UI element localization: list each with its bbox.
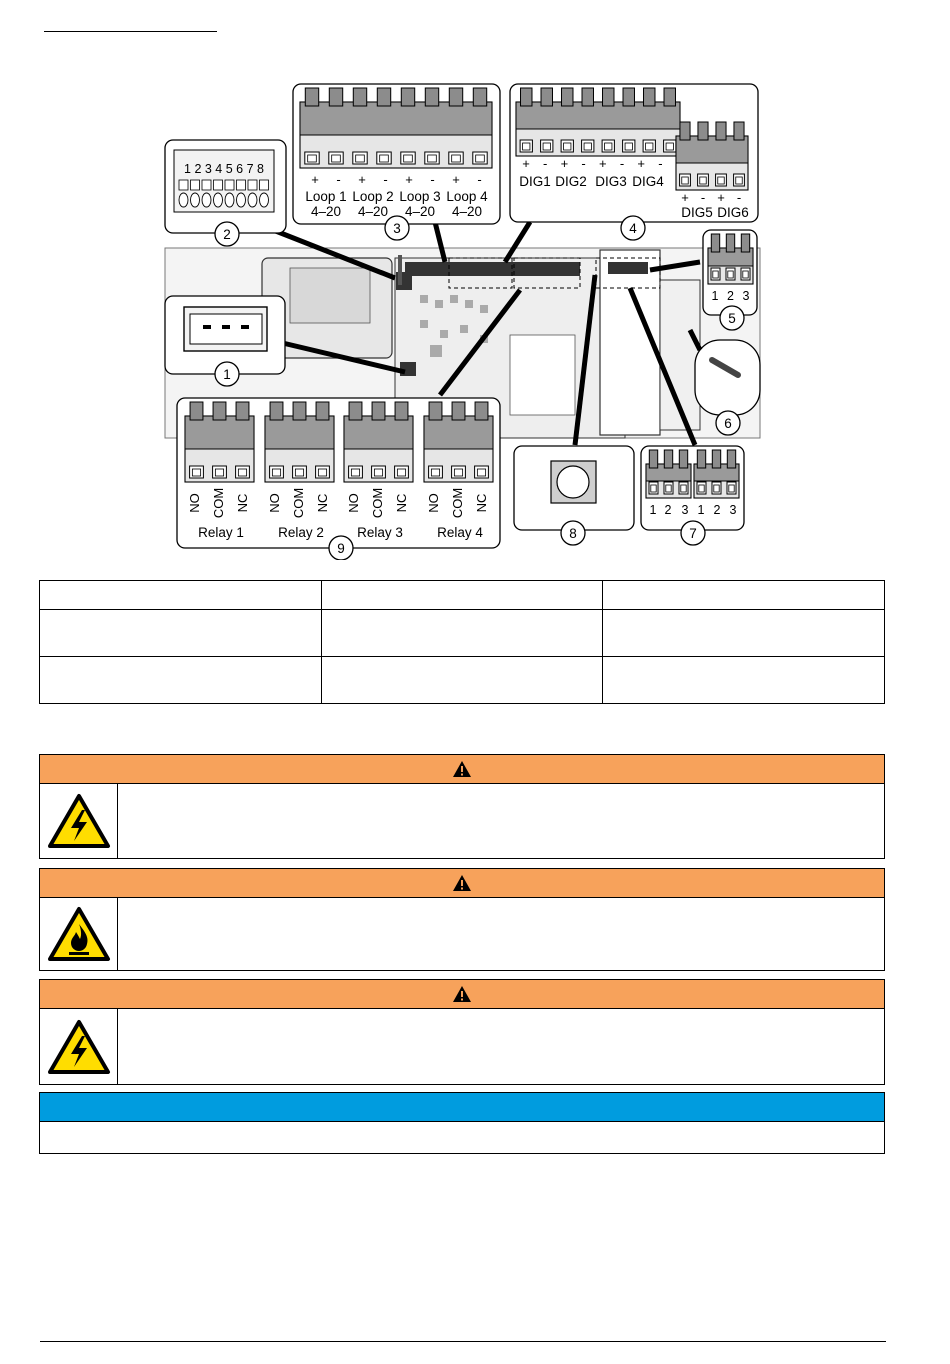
table-row bbox=[40, 610, 885, 657]
pin-label: 3 bbox=[729, 503, 737, 517]
relay-terminal-block bbox=[344, 402, 413, 482]
warning-text bbox=[118, 898, 884, 970]
warning-text bbox=[118, 784, 884, 858]
digital-name-label: DIG1 bbox=[519, 174, 551, 189]
table-row bbox=[40, 657, 885, 704]
connector-7-terminal-block-b bbox=[694, 450, 739, 498]
digital-name-label: DIG5 bbox=[681, 205, 713, 220]
notice-header bbox=[40, 1093, 884, 1122]
relay-name-label: Relay 4 bbox=[437, 525, 483, 540]
relay-contact-label: NC bbox=[235, 493, 250, 513]
digital-name-label: DIG2 bbox=[555, 174, 587, 189]
callout-number: 7 bbox=[689, 526, 697, 541]
polarity-label: + bbox=[717, 190, 725, 205]
relay-contact-label: NO bbox=[426, 493, 441, 513]
callout-6 bbox=[716, 411, 740, 435]
electrical-warning-box bbox=[39, 754, 885, 859]
polarity-label: + bbox=[311, 172, 319, 187]
callout-5 bbox=[720, 306, 744, 330]
relay-contact-label: NC bbox=[474, 493, 489, 513]
digital-name-label: DIG6 bbox=[717, 205, 749, 220]
dip-toggle bbox=[260, 180, 269, 190]
relay-contact-label: COM bbox=[370, 487, 385, 519]
pin-label: 2 bbox=[664, 503, 672, 517]
digital-name-label: DIG4 bbox=[632, 174, 664, 189]
polarity-label: - bbox=[658, 156, 663, 171]
polarity-label: + bbox=[522, 156, 530, 171]
warning-triangle-icon bbox=[452, 985, 472, 1003]
table-cell bbox=[321, 657, 603, 704]
button-detail bbox=[514, 446, 634, 530]
callout-1 bbox=[215, 362, 239, 386]
dip-toggle bbox=[214, 180, 223, 190]
polarity-label: - bbox=[736, 190, 742, 205]
relay-contact-label: COM bbox=[291, 487, 306, 519]
relay-contact-label: NO bbox=[187, 493, 202, 513]
fire-hazard-icon bbox=[40, 898, 118, 970]
callout-number: 3 bbox=[393, 221, 401, 236]
relay-terminal-block bbox=[185, 402, 254, 482]
callout-number: 5 bbox=[728, 311, 736, 326]
electrical-hazard-icon bbox=[40, 784, 118, 858]
relay-contact-label: COM bbox=[211, 487, 226, 519]
pin-label: 1 bbox=[697, 503, 705, 517]
polarity-label: - bbox=[430, 172, 435, 187]
callout-number: 9 bbox=[337, 541, 345, 556]
pin-label: 1 bbox=[649, 503, 657, 517]
callout-number: 6 bbox=[724, 416, 732, 431]
polarity-label: + bbox=[560, 156, 569, 171]
warning-triangle-icon bbox=[452, 874, 472, 892]
callout-7 bbox=[681, 521, 705, 545]
polarity-label: - bbox=[581, 156, 586, 171]
table-cell bbox=[603, 657, 885, 704]
table-cell bbox=[603, 610, 885, 657]
dip-toggle bbox=[191, 180, 200, 190]
relay-contact-label: NO bbox=[267, 493, 282, 513]
relay-terminal-block bbox=[424, 402, 493, 482]
dip-switch-numbers: 1 2 3 4 5 6 7 8 bbox=[184, 162, 264, 176]
electrical-warning-box bbox=[39, 979, 885, 1085]
pin-label: 1 bbox=[711, 289, 719, 303]
callout-number: 2 bbox=[223, 227, 231, 242]
relay-name-label: Relay 3 bbox=[357, 525, 403, 540]
digital-inputs-detail bbox=[510, 84, 758, 222]
callout-number: 1 bbox=[223, 367, 231, 382]
warning-header bbox=[40, 869, 884, 898]
polarity-label: + bbox=[681, 190, 689, 205]
table-cell bbox=[40, 657, 322, 704]
relay-contact-label: NC bbox=[394, 493, 409, 513]
warning-header bbox=[40, 980, 884, 1009]
dip-toggle bbox=[237, 180, 246, 190]
dip-toggle bbox=[202, 180, 211, 190]
relay-terminal-block bbox=[265, 402, 334, 482]
warning-triangle-icon bbox=[452, 760, 472, 778]
polarity-label: + bbox=[358, 172, 366, 187]
dip-toggle bbox=[248, 180, 257, 190]
dip-toggle bbox=[179, 180, 188, 190]
loop-range-label: 4–20 bbox=[310, 204, 342, 219]
relay-name-label: Relay 2 bbox=[278, 525, 324, 540]
polarity-label: - bbox=[477, 172, 482, 187]
fire-warning-box bbox=[39, 868, 885, 971]
polarity-label: - bbox=[383, 172, 388, 187]
relay-contact-label: NC bbox=[315, 493, 330, 513]
table-cell bbox=[40, 610, 322, 657]
polarity-label: - bbox=[619, 156, 625, 171]
legend-table bbox=[39, 580, 885, 704]
connector-5-terminal-block bbox=[708, 234, 753, 284]
notice-text bbox=[40, 1122, 884, 1153]
callout-2 bbox=[215, 222, 239, 246]
digital-name-label: DIG3 bbox=[595, 174, 627, 189]
loop-range-label: 4–20 bbox=[404, 204, 436, 219]
callout-4 bbox=[621, 216, 645, 240]
table-cell bbox=[321, 581, 603, 610]
polarity-label: + bbox=[599, 156, 607, 171]
loop-range-label: 4–20 bbox=[451, 204, 483, 219]
electrical-hazard-icon bbox=[40, 1009, 118, 1084]
callout-number: 4 bbox=[629, 221, 637, 236]
callout-8 bbox=[561, 521, 585, 545]
loop-name-label: Loop 3 bbox=[399, 189, 441, 204]
pin-label: 3 bbox=[742, 289, 750, 303]
connector-5-detail bbox=[703, 230, 757, 315]
callout-number: 8 bbox=[569, 526, 577, 541]
loop-name-label: Loop 2 bbox=[352, 189, 394, 204]
table-cell bbox=[40, 581, 322, 610]
relay-contact-label: COM bbox=[450, 487, 465, 519]
pin-label: 3 bbox=[681, 503, 689, 517]
connector-7-terminal-block-a bbox=[646, 450, 691, 498]
table-header-row bbox=[40, 581, 885, 610]
table-cell bbox=[321, 610, 603, 657]
loop-name-label: Loop 1 bbox=[305, 189, 347, 204]
polarity-label: + bbox=[405, 172, 413, 187]
pin-label: 2 bbox=[713, 503, 721, 517]
dip-switch-detail bbox=[165, 140, 286, 233]
loop-outputs-detail bbox=[293, 84, 500, 224]
warning-header bbox=[40, 755, 884, 784]
dip-toggle bbox=[225, 180, 234, 190]
wiring-figure bbox=[0, 0, 950, 560]
relays-detail bbox=[177, 398, 500, 548]
loop-name-label: Loop 4 bbox=[446, 189, 488, 204]
relay-name-label: Relay 1 bbox=[198, 525, 244, 540]
callout-9 bbox=[329, 536, 353, 560]
polarity-label: + bbox=[637, 156, 645, 171]
relay-contact-label: NO bbox=[346, 493, 361, 513]
connector-7-detail bbox=[641, 446, 744, 530]
polarity-label: - bbox=[543, 156, 548, 171]
notice-box bbox=[39, 1092, 885, 1154]
loop-range-label: 4–20 bbox=[357, 204, 389, 219]
polarity-label: - bbox=[336, 172, 341, 187]
polarity-label: - bbox=[700, 190, 706, 205]
table-cell bbox=[603, 581, 885, 610]
warning-text bbox=[118, 1009, 884, 1084]
callout-3 bbox=[385, 216, 409, 240]
footer-rule bbox=[40, 1341, 886, 1342]
polarity-label: + bbox=[452, 172, 460, 187]
pin-label: 2 bbox=[727, 289, 734, 303]
